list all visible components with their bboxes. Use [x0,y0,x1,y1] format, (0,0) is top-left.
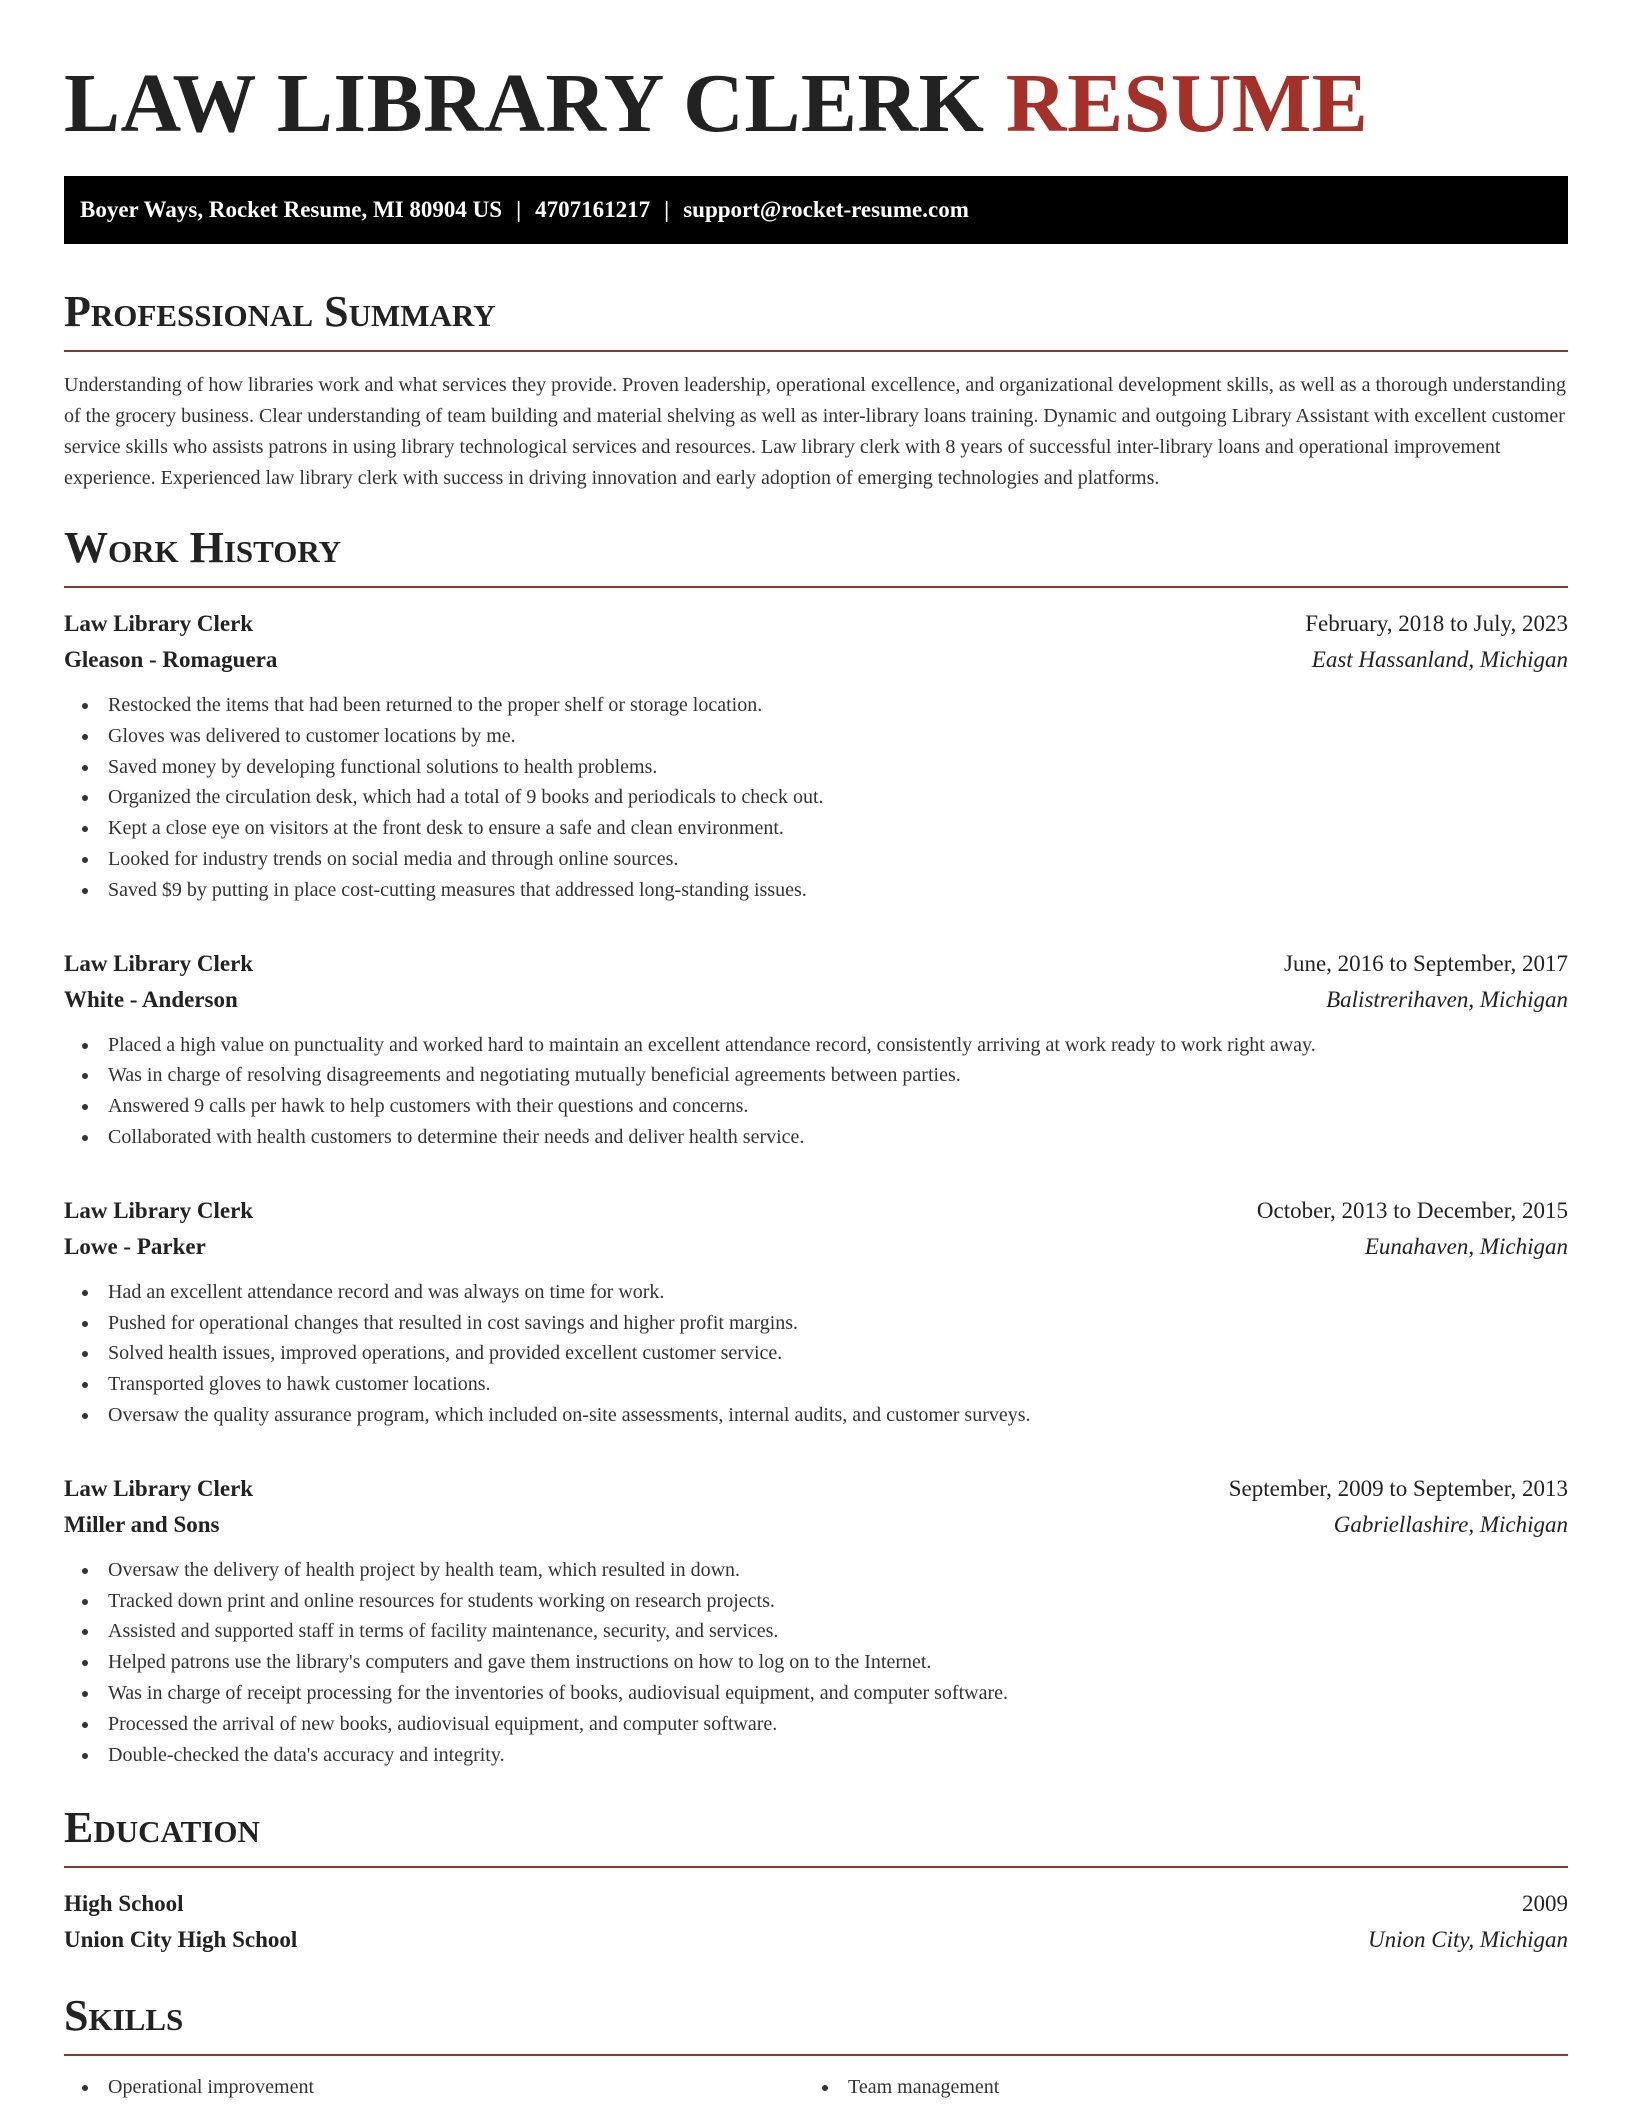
job-dates: June, 2016 to September, 2017 [1284,950,1568,976]
job-company: Miller and Sons [64,1511,220,1537]
job-bullet: Collaborated with health customers to determine their needs and deliver health service. [64,1122,1568,1153]
job-bullet: Transported gloves to hawk customer locations. [64,1369,1568,1400]
skills-column-left [64,2072,804,2103]
job-bullet: Processed the arrival of new books, audiovisual equipment, and computer software. [64,1709,1568,1740]
skill-item: Operational improvement [64,2072,804,2103]
job-bullet: Double-checked the data's accuracy and integrity. [64,1740,1568,1771]
job-location: East Hassanland, Michigan [1311,647,1568,672]
job-location: Balistrerihaven, Michigan [1326,986,1568,1012]
title-accent: RESUME [1005,57,1369,150]
job-bullets [64,1030,1568,1153]
job-bullet: Oversaw the delivery of health project by health team, which resulted in down. [64,1555,1568,1586]
job-dates: September, 2009 to September, 2013 [1228,1475,1568,1501]
job-dates: October, 2013 to December, 2015 [1256,1197,1568,1223]
contact-separator: | [664,197,670,222]
job-location: Eunahaven, Michigan [1364,1233,1568,1259]
job-company: White - Anderson [64,986,238,1012]
job-bullet: Oversaw the quality assurance program, which included on-site assessments, internal audits, and customer surveys. [64,1400,1568,1431]
job-bullet: Restocked the items that had been returned to the proper shelf or storage location. [64,690,1568,721]
job-bullets [64,1277,1568,1431]
job-dates: February, 2018 to July, 2023 [1305,611,1568,636]
job-bullet: Looked for industry trends on social media and through online sources. [64,844,1568,875]
section-heading-summary: Professional Summary [64,284,1568,352]
resume-title [64,56,1568,152]
job-title: Law Library Clerk [64,611,254,636]
education-entry [64,1886,1568,1958]
job-bullet: Kept a close eye on visitors at the front desk to ensure a safe and clean environment. [64,813,1568,844]
job-bullet: Organized the circulation desk, which had a total of 9 books and periodicals to check out. [64,782,1568,813]
job-entry [64,1471,1568,1771]
job-bullet: Pushed for operational changes that resulted in cost savings and higher profit margins. [64,1308,1568,1339]
job-company: Gleason - Romaguera [64,647,278,672]
job-bullet: Saved $9 by putting in place cost-cutting measures that addressed long-standing issues. [64,875,1568,906]
contact-phone: 4707161217 [535,197,651,222]
job-entry [64,1193,1568,1431]
contact-separator: | [516,197,522,222]
skills-list [64,2072,1568,2103]
education-year: 2009 [1522,1891,1568,1917]
skills-column-right [804,2072,1544,2103]
job-bullet: Saved money by developing functional solutions to health problems. [64,752,1568,783]
job-company: Lowe - Parker [64,1233,206,1259]
contact-address: Boyer Ways, Rocket Resume, MI 80904 US [80,197,503,222]
job-location: Gabriellashire, Michigan [1333,1511,1568,1537]
job-bullet: Had an excellent attendance record and was always on time for work. [64,1277,1568,1308]
job-bullet: Gloves was delivered to customer locations by me. [64,721,1568,752]
job-title: Law Library Clerk [64,950,254,976]
contact-email: support@rocket-resume.com [683,197,969,222]
job-entry [64,946,1568,1153]
job-entry [64,606,1568,906]
job-bullet: Assisted and supported staff in terms of facility maintenance, security, and services. [64,1616,1568,1647]
job-bullet: Was in charge of resolving disagreements and negotiating mutually beneficial agreements between parties. [64,1060,1568,1091]
job-bullet: Was in charge of receipt processing for the inventories of books, audiovisual equipment, and computer software. [64,1678,1568,1709]
job-bullets [64,1555,1568,1771]
job-bullet: Placed a high value on punctuality and worked hard to maintain an excellent attendance record, consistently arriving at work ready to work right away. [64,1030,1568,1061]
skill-item: Team management [804,2072,1544,2103]
summary-text: Understanding of how libraries work and what services they provide. Proven leadership, operational excellence, and organizational development skills, as well as a thorough understanding of the grocery business. Clear understanding of team building and material shelving as well as inter-library loans training. Dynamic and outgoing Library Assistant with excellent customer service skills who assists patrons in using library technological services and resources. Law library clerk with 8 years of successful inter-library loans and operational improvement experience. Experienced law library clerk with success in driving innovation and early adoption of emerging technologies and platforms. [64,374,1566,489]
education-degree: High School [64,1891,184,1917]
job-title: Law Library Clerk [64,1475,254,1501]
job-bullet: Helped patrons use the library's computers and gave them instructions on how to log on to the Internet. [64,1647,1568,1678]
education-location: Union City, Michigan [1368,1927,1568,1953]
job-title: Law Library Clerk [64,1197,254,1223]
job-bullet: Answered 9 calls per hawk to help customers with their questions and concerns. [64,1091,1568,1122]
section-heading-education: Education [64,1800,1568,1868]
section-heading-skills: Skills [64,1988,1568,2056]
job-bullets [64,690,1568,906]
job-bullet: Solved health issues, improved operations, and provided excellent customer service. [64,1338,1568,1369]
education-school: Union City High School [64,1927,298,1953]
job-bullet: Tracked down print and online resources for students working on research projects. [64,1586,1568,1617]
title-main: LAW LIBRARY CLERK [64,57,985,150]
section-heading-work-history: Work History [64,520,1568,588]
contact-bar [64,176,1568,244]
resume-page [64,0,1568,2103]
